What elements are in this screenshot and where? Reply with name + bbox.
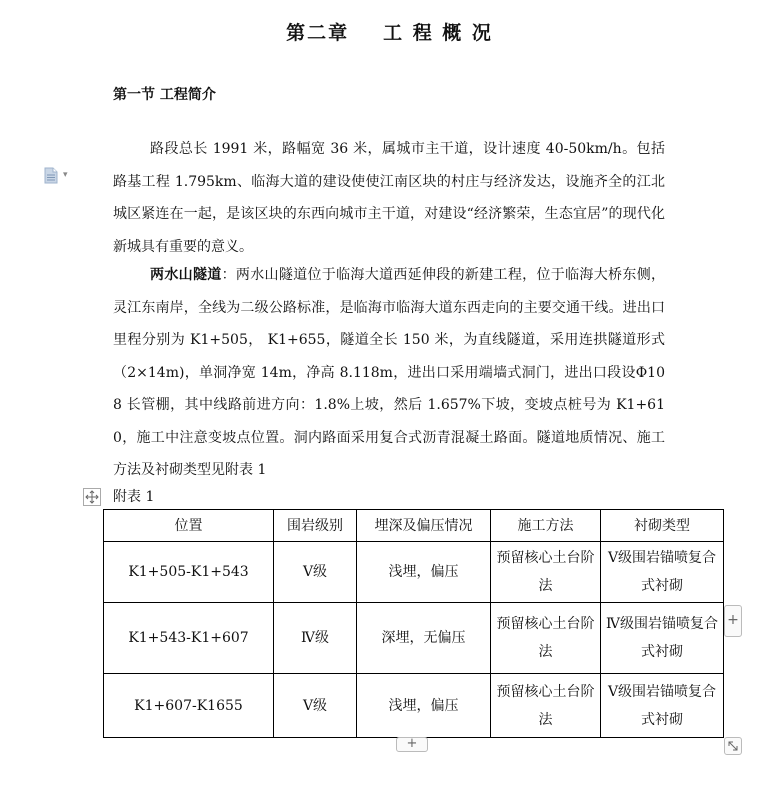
table-cell: Ⅴ级: [274, 674, 357, 738]
table-cell: Ⅳ级围岩锚喷复合式衬砌: [601, 603, 724, 674]
chapter-title: [0, 18, 779, 45]
table-cell: 预留核心土台阶法: [491, 542, 601, 603]
table-cell: Ⅳ级: [274, 603, 357, 674]
table-cell: 深埋，无偏压: [357, 603, 491, 674]
tunnel-name: 两水山隧道: [150, 267, 222, 283]
table-row: [104, 674, 724, 738]
move-arrows-icon: [85, 490, 99, 504]
table-caption: 附表 1: [113, 489, 155, 505]
table-cell: Ⅴ级围岩锚喷复合式衬砌: [601, 674, 724, 738]
table-cell: K1+543-K1+607: [104, 603, 274, 674]
table-cell: 浅埋，偏压: [357, 674, 491, 738]
table-cell: K1+607-K1655: [104, 674, 274, 738]
header-cell: 施工方法: [491, 510, 601, 542]
chapter-name: 工 程 概 况: [383, 22, 493, 44]
tunnel-description: ：两水山隧道位于临海大道西延伸段的新建工程，位于临海大桥东侧，灵江东南岸，全线为二级公路标准，是临海市临海大道东西走向的主要交通干线。进出口里程分别为 K1+505， K1+655，隧道全长 150 米，为直线隧道，采用连拱隧道形式（2×14m)，单洞净宽 14m，净高 8.118m，进出口采用端墙式洞门，进出口段设Φ108 长管棚，其中线路前进方向：1.8%上坡，然后 1.657%下坡，变坡点桩号为 K1+610，施工中注意变坡点位置。洞内路面采用复合式沥青混凝土路面。隧道地质情况、施工方法及衬砌类型见附表 1: [113, 267, 666, 478]
table-cell: 预留核心土台阶法: [491, 603, 601, 674]
diagonal-arrows-icon: [725, 738, 741, 754]
chevron-down-icon[interactable]: ▾: [63, 170, 68, 180]
table-row: [104, 603, 724, 674]
header-cell: 埋深及偏压情况: [357, 510, 491, 542]
table-cell: 浅埋，偏压: [357, 542, 491, 603]
header-cell: 位置: [104, 510, 274, 542]
chapter-label: 第二章: [286, 22, 350, 44]
paragraph-overview: 路段总长 1991 米，路幅宽 36 米，属城市主干道，设计速度 40-50km/h。包括路基工程 1.795km、临海大道的建设使使江南区块的村庄与经济发达，设施齐全的江北城区紧连在一起，是该区块的东西向城市主干道，对建设“经济繁荣，生态宜居”的现代化新城具有重要的意义。: [113, 141, 665, 255]
paragraph-tunnel: [113, 259, 665, 487]
document-icon[interactable]: [44, 167, 58, 184]
geology-table: [103, 509, 724, 738]
move-table-icon[interactable]: [83, 488, 101, 506]
table-header-row: [104, 510, 724, 542]
add-row-button[interactable]: +: [396, 737, 428, 752]
table-row: [104, 542, 724, 603]
header-cell: 围岩级别: [274, 510, 357, 542]
table-cell: Ⅴ级围岩锚喷复合式衬砌: [601, 542, 724, 603]
header-cell: 衬砌类型: [601, 510, 724, 542]
table-cell: Ⅴ级: [274, 542, 357, 603]
table-cell: 预留核心土台阶法: [491, 674, 601, 738]
table-cell: K1+505-K1+543: [104, 542, 274, 603]
add-column-button[interactable]: +: [724, 605, 742, 637]
resize-table-icon[interactable]: [724, 737, 742, 755]
section-heading: 第一节 工程简介: [113, 87, 216, 103]
